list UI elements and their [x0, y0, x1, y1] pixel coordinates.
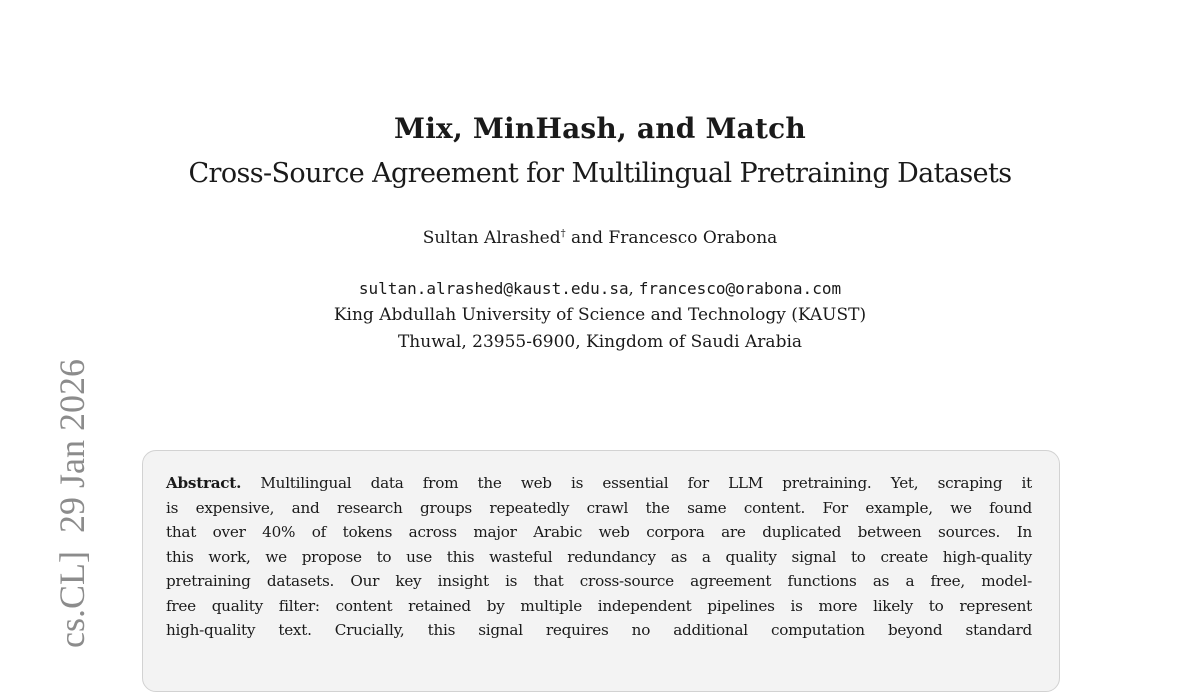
email-separator: ,: [628, 279, 639, 298]
abstract-line: is expensive, and research groups repeatedly crawl the same content. For example, we found: [166, 498, 1032, 517]
dagger-mark: †: [560, 228, 566, 240]
author-2: and Francesco Orabona: [565, 228, 778, 248]
abstract-label: Abstract.: [166, 474, 242, 492]
paper-title: Mix, MinHash, and Match: [394, 112, 806, 145]
abstract-line: high-quality text. Crucially, this signal requires no additional computation beyond standard: [166, 621, 1032, 639]
author-1: Sultan Alrashed: [422, 228, 561, 248]
abstract-line: Abstract. Multilingual data from the web is essential for LLM pretraining. Yet, scraping it: [166, 474, 1032, 492]
abstract-line: free quality filter: content retained by multiple independent pipelines is more likely to represent: [166, 596, 1032, 615]
abstract-line: pretraining datasets. Our key insight is that cross-source agreement functions as a free, model-: [166, 572, 1032, 590]
email-link-2[interactable]: francesco@orabona.com: [638, 279, 842, 298]
affiliation-line-1: King Abdullah University of Science and Technology (KAUST): [333, 305, 867, 325]
arxiv-identifier-stamp: cs.CL] 29 Jan 2026: [52, 359, 92, 648]
email-link-1[interactable]: sultan.alrashed@kaust.edu.sa: [358, 279, 629, 298]
author-emails: [0, 279, 1200, 298]
abstract-line: this work, we propose to use this wasteful redundancy as a quality signal to create high-quality: [166, 547, 1032, 566]
author-list: [0, 228, 1200, 248]
paper-subtitle: Cross-Source Agreement for Multilingual Pretraining Datasets: [188, 158, 1012, 189]
affiliation-line-2: Thuwal, 23955-6900, Kingdom of Saudi Arabia: [397, 332, 803, 352]
abstract-line: that over 40% of tokens across major Arabic web corpora are duplicated between sources. In: [166, 523, 1032, 541]
abstract-text: [166, 471, 1032, 643]
